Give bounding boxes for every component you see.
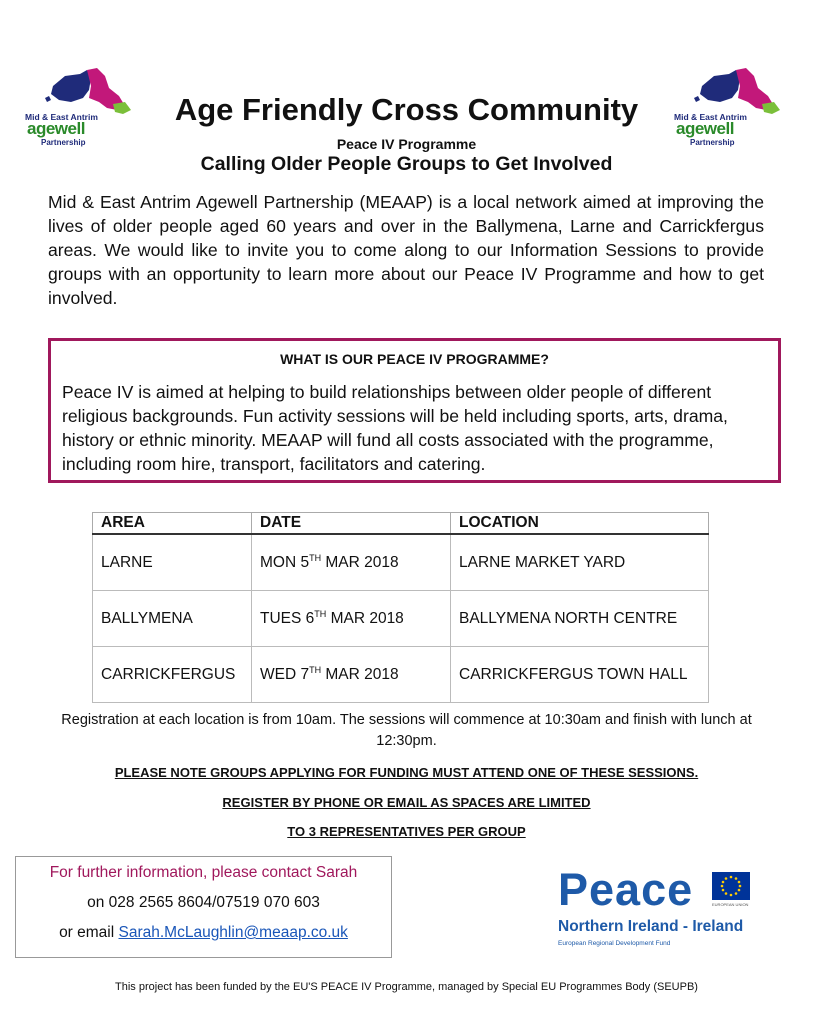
- email-prefix: or email: [59, 924, 119, 941]
- note-register: REGISTER BY PHONE OR EMAIL AS SPACES ARE LIMITED: [222, 795, 591, 810]
- cell-location: BALLYMENA NORTH CENTRE: [451, 591, 709, 647]
- cell-location: CARRICKFERGUS TOWN HALL: [451, 647, 709, 703]
- header-area: AREA: [93, 513, 252, 535]
- cell-area: LARNE: [93, 534, 252, 591]
- programme-body: Peace IV is aimed at helping to build relationships between older people of different religious backgrounds. Fun activity sessions will be held including sports, arts, drama, history or ethnic minority. MEAAP will fund all costs associated with the programme, including room hire, transport, facilitators and catering.: [62, 382, 728, 474]
- note-representatives: TO 3 REPRESENTATIVES PER GROUP: [287, 824, 526, 839]
- sessions-table: [92, 512, 709, 703]
- logo-region-text: Mid & East Antrim: [674, 112, 747, 122]
- logo-partnership-text: Partnership: [690, 138, 735, 147]
- registration-text: Registration at each location is from 10am. The sessions will commence at 10:30am and finish with lunch at 12:30pm.: [61, 712, 752, 749]
- note-attend: PLEASE NOTE GROUPS APPLYING FOR FUNDING MUST ATTEND ONE OF THESE SESSIONS.: [114, 765, 699, 780]
- eu-flag-icon: [712, 872, 750, 900]
- logo-region-text: Mid & East Antrim: [25, 112, 98, 122]
- peace-logo: [555, 864, 755, 954]
- contact-box: [15, 856, 392, 958]
- intro-paragraph: Mid & East Antrim Agewell Partnership (MEAAP) is a local network aimed at improving the lives of older people aged 60 years and over in the Ballymena, Larne and Carrickfergus areas. We would like to invite you to come along to our Information Sessions to provide groups with an opportunity to learn more about our Peace IV Programme and how to get involved.: [48, 192, 764, 308]
- table-row: [93, 591, 709, 647]
- cell-area: CARRICKFERGUS: [93, 647, 252, 703]
- cell-date: MON 5TH MAR 2018: [252, 534, 451, 591]
- page-tagline: Calling Older People Groups to Get Involved: [200, 153, 613, 175]
- peace-wordmark: Peace: [558, 864, 694, 915]
- email-link[interactable]: Sarah.McLaughlin@meaap.co.uk: [118, 924, 348, 941]
- logo-partnership-text: Partnership: [41, 138, 86, 147]
- header-location: LOCATION: [451, 513, 709, 535]
- cell-area: BALLYMENA: [93, 591, 252, 647]
- page-title: Age Friendly Cross Community: [174, 92, 639, 127]
- cell-location: LARNE MARKET YARD: [451, 534, 709, 591]
- cell-date: WED 7TH MAR 2018: [252, 647, 451, 703]
- page-subtitle: Peace IV Programme: [336, 136, 477, 152]
- logo-agewell-text: agewell: [676, 119, 734, 138]
- table-header-row: [93, 513, 709, 535]
- header-date: DATE: [252, 513, 451, 535]
- programme-info-box: [48, 338, 781, 483]
- programme-heading: WHAT IS OUR PEACE IV PROGRAMME?: [280, 351, 549, 367]
- eu-caption: EUROPEAN UNION: [712, 902, 749, 907]
- cell-date: TUES 6TH MAR 2018: [252, 591, 451, 647]
- contact-email-line: [16, 924, 391, 942]
- logo-agewell-text: agewell: [27, 119, 85, 138]
- table-row: [93, 647, 709, 703]
- fund-label: European Regional Development Fund: [558, 940, 671, 947]
- contact-line-1: For further information, please contact Sarah: [49, 864, 358, 881]
- footer-text: This project has been funded by the EU'S PEACE IV Programme, managed by Special EU Programmes Body (SEUPB): [115, 981, 698, 993]
- region-label: Northern Ireland - Ireland: [558, 918, 744, 935]
- contact-phone: on 028 2565 8604/07519 070 603: [87, 894, 320, 911]
- table-row: [93, 534, 709, 591]
